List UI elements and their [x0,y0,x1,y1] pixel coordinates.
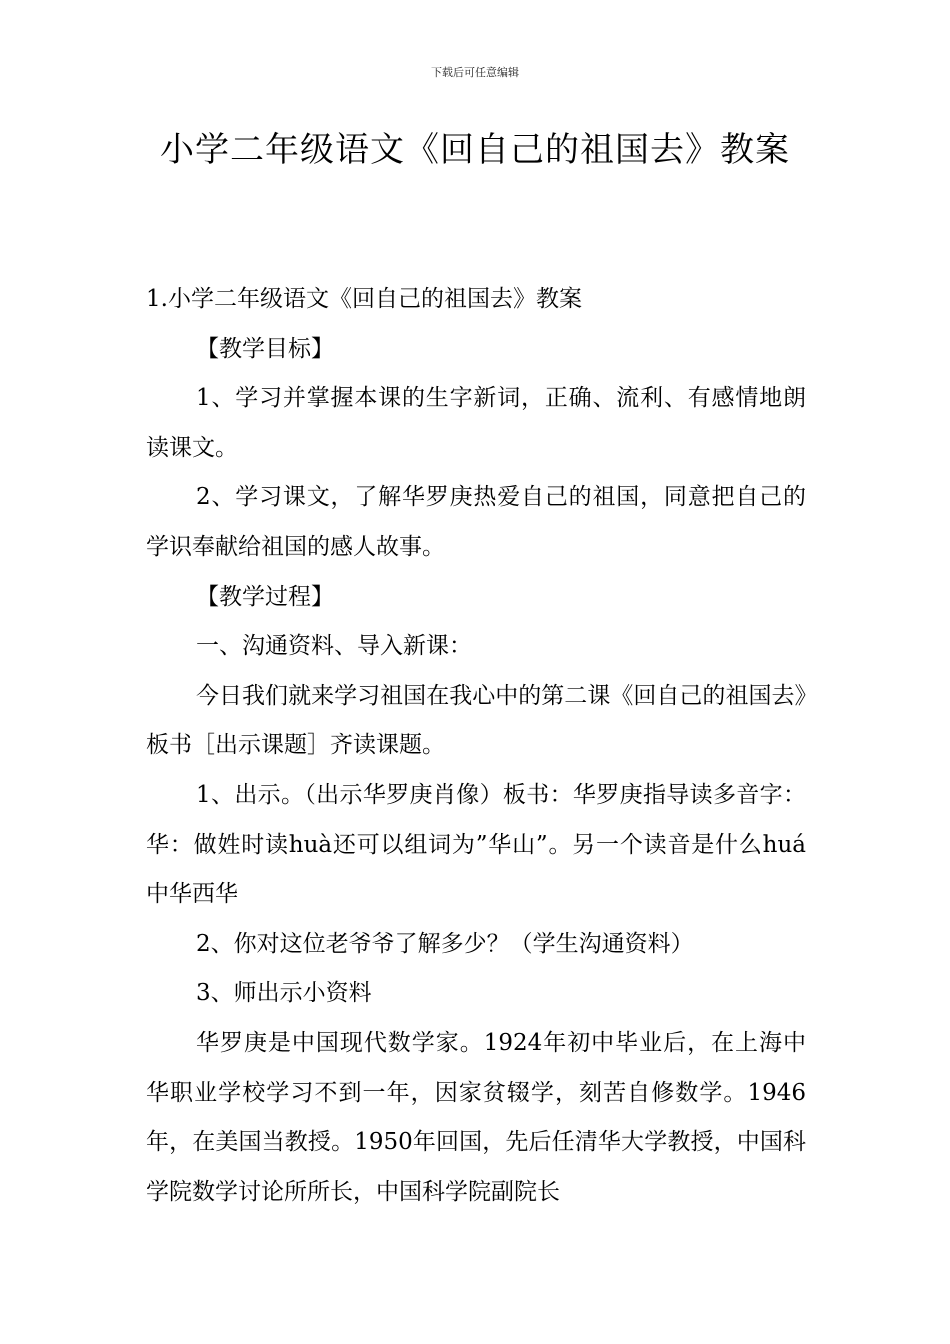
paragraph-item-3: 3、师出示小资料 [196,980,372,1007]
paragraph-section-goals: 【教学目标】 [196,335,334,362]
paragraph-item-1: 1、出示。（出示华罗庚肖像）板书：华罗庚指导读多音字：华：做姓时读huà还可以组词为”华山”。另一个读音是什么huá中华西华 [146,781,806,908]
paragraph-goal-2: 2、学习课文，了解华罗庚热爱自己的祖国，同意把自己的学识奉献给祖国的感人故事。 [146,484,806,560]
paragraph-heading: 1.小学二年级语文《回自己的祖国去》教案 [146,286,582,312]
paragraph-section-process: 【教学过程】 [196,583,334,610]
header-note: 下载后可任意编辑 [431,66,519,79]
paragraph-item-2: 2、你对这位老爷爷了解多少？（学生沟通资料） [196,930,694,957]
document-body [146,275,806,1217]
paragraph-biography: 华罗庚是中国现代数学家。1924年初中毕业后，在上海中华职业学校学习不到一年，因家贫辍学，刻苦自修数学。1946年，在美国当教授。1950年回国，先后任清华大学教授，中国科学院数学讨论所所长，中国科学院副院长 [146,1029,806,1205]
paragraph-intro: 今日我们就来学习祖国在我心中的第二课《回自己的祖国去》板书［出示课题］齐读课题。 [146,682,806,759]
paragraph-goal-1: 1、学习并掌握本课的生字新词，正确、流利、有感情地朗读课文。 [146,385,806,461]
paragraph-step-1: 一、沟通资料、导入新课： [196,633,472,660]
document-title: 小学二年级语文《回自己的祖国去》教案 [160,130,790,170]
